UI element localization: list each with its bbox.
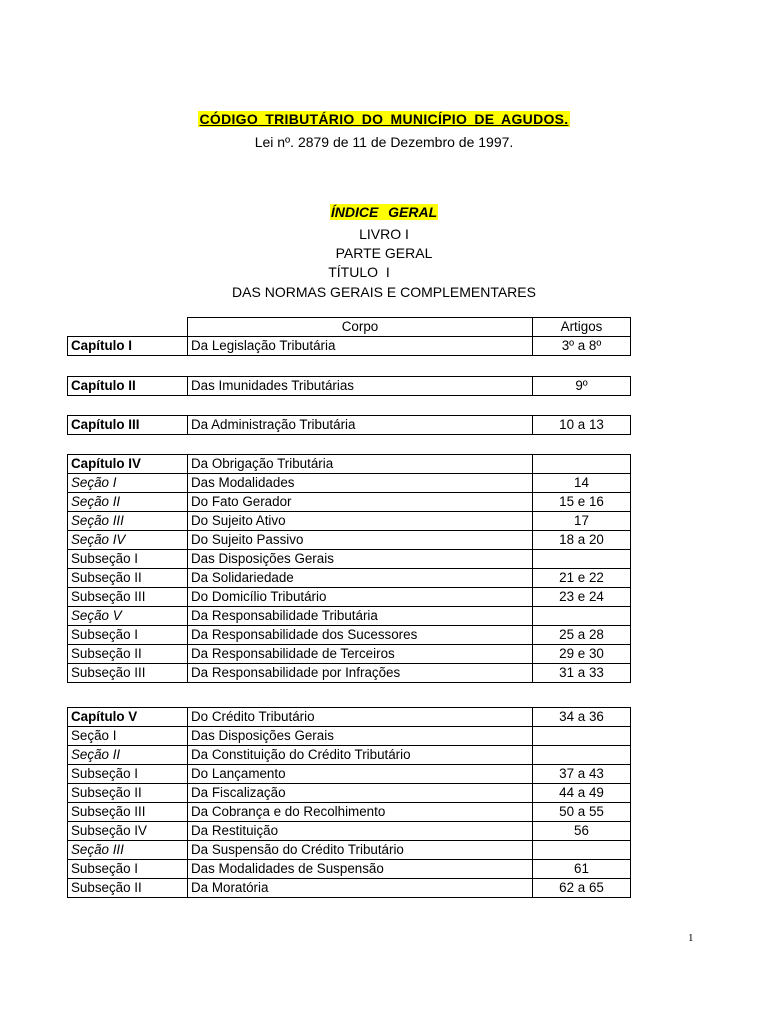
livro-label: LIVRO I — [359, 226, 409, 242]
section-label: Seção I — [68, 474, 188, 493]
table-row — [68, 416, 631, 435]
titulo-name: DAS NORMAS GERAIS E COMPLEMENTARES — [232, 284, 536, 300]
article-range — [533, 607, 631, 626]
table-row — [68, 822, 631, 841]
article-range: 3º a 8º — [533, 337, 631, 356]
titulo-label — [0, 263, 743, 281]
table-row — [68, 455, 631, 474]
index-heading — [0, 203, 768, 221]
table-row — [68, 860, 631, 879]
section-title: Do Fato Gerador — [188, 493, 533, 512]
section-label: Subseção I — [68, 860, 188, 879]
section-label: Subseção II — [68, 784, 188, 803]
article-range — [533, 550, 631, 569]
section-label: Subseção III — [68, 588, 188, 607]
article-range: 34 a 36 — [533, 708, 631, 727]
document-subtitle: Lei nº. 2879 de 11 de Dezembro de 1997. — [254, 134, 514, 150]
column-header-body: Corpo — [188, 318, 533, 337]
section-label: Subseção III — [68, 664, 188, 683]
section-title: Do Sujeito Passivo — [188, 531, 533, 550]
table-row — [68, 588, 631, 607]
section-title: Das Disposições Gerais — [188, 550, 533, 569]
section-title: Da Obrigação Tributária — [188, 455, 533, 474]
section-title: Da Cobrança e do Recolhimento — [188, 803, 533, 822]
section-title: Da Constituição do Crédito Tributário — [188, 746, 533, 765]
section-title: Da Solidariedade — [188, 569, 533, 588]
table-row — [68, 765, 631, 784]
table-row — [68, 531, 631, 550]
table-header-row — [68, 318, 631, 337]
section-label: Subseção II — [68, 879, 188, 898]
section-title: Do Sujeito Ativo — [188, 512, 533, 531]
index-table-chapter-2 — [67, 376, 631, 396]
table-row — [68, 746, 631, 765]
article-range: 62 a 65 — [533, 879, 631, 898]
article-range — [533, 841, 631, 860]
table-row — [68, 337, 631, 356]
section-label: Seção IV — [68, 531, 188, 550]
table-row — [68, 708, 631, 727]
article-range: 21 e 22 — [533, 569, 631, 588]
section-label: Subseção I — [68, 765, 188, 784]
section-label: Subseção I — [68, 550, 188, 569]
section-title: Da Responsabilidade Tributária — [188, 607, 533, 626]
section-label: Subseção II — [68, 645, 188, 664]
table-row — [68, 626, 631, 645]
article-range: 15 e 16 — [533, 493, 631, 512]
document-title-text: CÓDIGO TRIBUTÁRIO DO MUNICÍPIO DE AGUDOS. — [199, 111, 569, 127]
document-title — [0, 110, 768, 128]
section-label: Subseção II — [68, 569, 188, 588]
article-range: 29 e 30 — [533, 645, 631, 664]
article-range: 56 — [533, 822, 631, 841]
table-row — [68, 550, 631, 569]
table-row — [68, 803, 631, 822]
section-label: Seção III — [68, 512, 188, 531]
table-row — [68, 727, 631, 746]
column-header-articles: Artigos — [533, 318, 631, 337]
article-range: 61 — [533, 860, 631, 879]
table-row — [68, 879, 631, 898]
section-label: Seção II — [68, 493, 188, 512]
parte-label: PARTE GERAL — [335, 245, 433, 261]
article-range: 18 a 20 — [533, 531, 631, 550]
table-row — [68, 645, 631, 664]
section-title: Da Responsabilidade dos Sucessores — [188, 626, 533, 645]
section-title: Da Restituição — [188, 822, 533, 841]
section-label: Capítulo IV — [68, 455, 188, 474]
section-label: Subseção I — [68, 626, 188, 645]
page-number: 1 — [688, 932, 694, 944]
titulo-label-text: TÍTULO I — [328, 264, 390, 280]
section-title: Da Moratória — [188, 879, 533, 898]
section-title: Da Administração Tributária — [188, 416, 533, 435]
section-title: Do Domicílio Tributário — [188, 588, 533, 607]
article-range: 17 — [533, 512, 631, 531]
index-heading-text: ÍNDICE GERAL — [330, 204, 438, 220]
section-title: Da Fiscalização — [188, 784, 533, 803]
index-table-chapter-3 — [67, 415, 631, 435]
section-label: Capítulo I — [68, 337, 188, 356]
section-label: Subseção IV — [68, 822, 188, 841]
index-table-chapter-4 — [67, 454, 631, 683]
table-row — [68, 607, 631, 626]
section-label: Seção III — [68, 841, 188, 860]
article-range: 50 a 55 — [533, 803, 631, 822]
article-range: 23 e 24 — [533, 588, 631, 607]
header-blank-cell — [68, 318, 188, 337]
section-label: Seção II — [68, 746, 188, 765]
section-title: Da Suspensão do Crédito Tributário — [188, 841, 533, 860]
article-range — [533, 455, 631, 474]
section-label: Subseção III — [68, 803, 188, 822]
section-title: Da Legislação Tributária — [188, 337, 533, 356]
table-row — [68, 493, 631, 512]
table-row — [68, 512, 631, 531]
article-range: 25 a 28 — [533, 626, 631, 645]
table-row — [68, 784, 631, 803]
article-range: 31 a 33 — [533, 664, 631, 683]
table-row — [68, 377, 631, 396]
section-title: Das Modalidades de Suspensão — [188, 860, 533, 879]
section-label: Capítulo V — [68, 708, 188, 727]
section-title: Da Responsabilidade de Terceiros — [188, 645, 533, 664]
article-range: 9º — [533, 377, 631, 396]
table-row — [68, 841, 631, 860]
article-range: 14 — [533, 474, 631, 493]
table-row — [68, 569, 631, 588]
article-range: 10 a 13 — [533, 416, 631, 435]
section-title: Das Imunidades Tributárias — [188, 377, 533, 396]
section-title: Do Crédito Tributário — [188, 708, 533, 727]
section-label: Seção I — [68, 727, 188, 746]
section-title: Do Lançamento — [188, 765, 533, 784]
section-label: Seção V — [68, 607, 188, 626]
section-title: Das Modalidades — [188, 474, 533, 493]
article-range — [533, 727, 631, 746]
index-table-chapter-5 — [67, 707, 631, 898]
section-label: Capítulo II — [68, 377, 188, 396]
article-range — [533, 746, 631, 765]
table-row — [68, 474, 631, 493]
section-label: Capítulo III — [68, 416, 188, 435]
article-range: 37 a 43 — [533, 765, 631, 784]
section-title: Da Responsabilidade por Infrações — [188, 664, 533, 683]
index-table-chapter-1 — [67, 317, 631, 356]
article-range: 44 a 49 — [533, 784, 631, 803]
section-title: Das Disposições Gerais — [188, 727, 533, 746]
table-row — [68, 664, 631, 683]
